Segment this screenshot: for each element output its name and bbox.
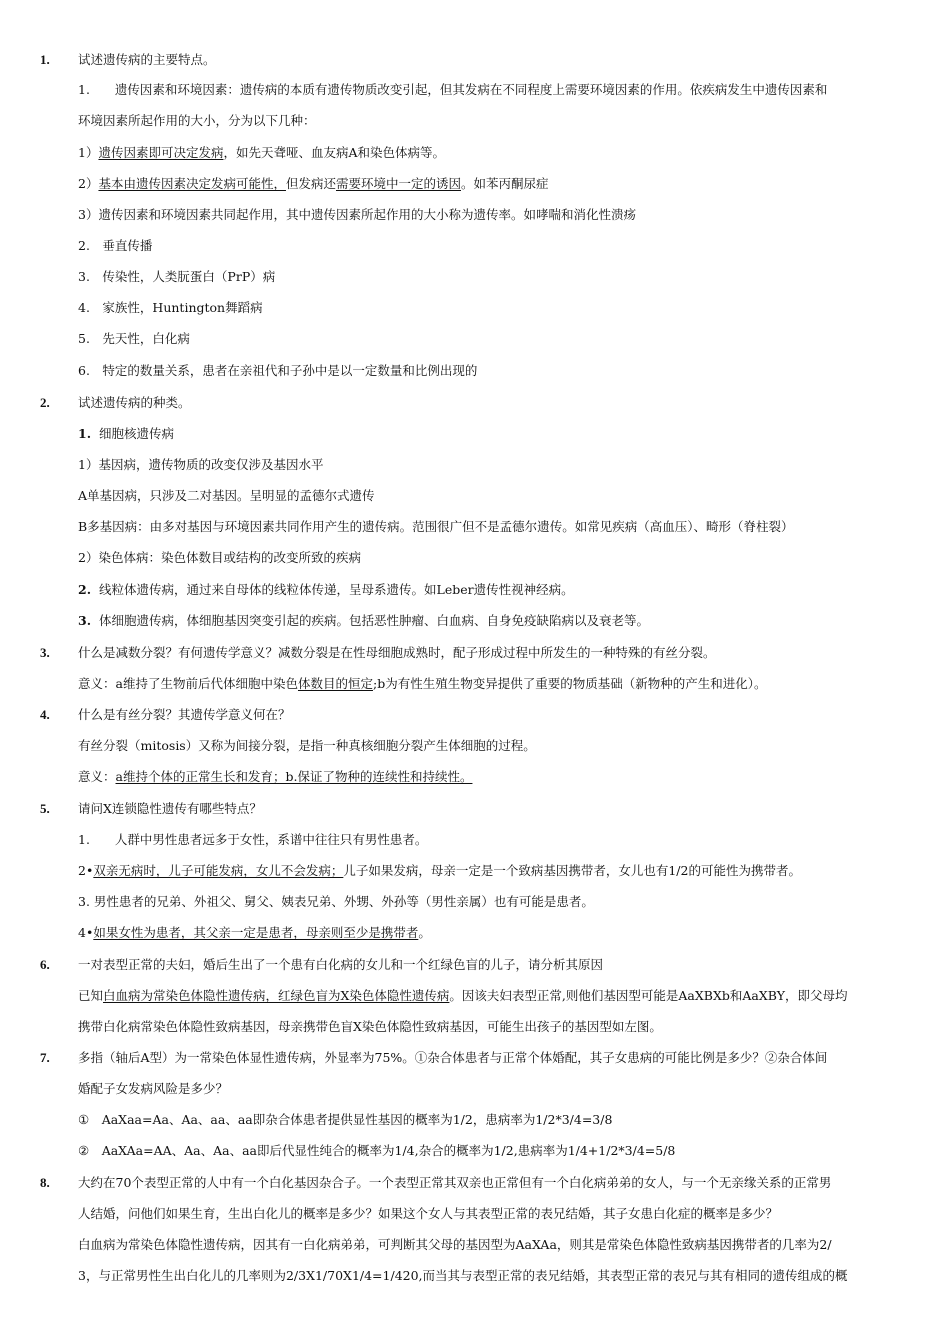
answer-line: 环境因素所起作用的大小，分为以下几种： [78,113,316,128]
answer-line: 意义：a维持个体的正常生长和发育；b.保证了物种的连续性和持续性。 [78,769,473,784]
answer-line: 白血病为常染色体隐性遗传病，因其有一白化病弟弟，可判断其父母的基因型为AaXAa，则其是常染色体隐性致病基因携带者的几率为2/ [78,1237,832,1252]
answer-line: ① AaXaa=Aa、Aa、aa、aa即杂合体患者提供显性基因的概率为1/2，患病率为1/2*3/4=3/8 [78,1112,613,1127]
question-number: 8. [40,1175,50,1190]
question-number: 5. [40,801,50,816]
question-title: 什么是减数分裂？有何遗传学意义？减数分裂是在性母细胞成熟时，配子形成过程中所发生的一种特殊的有丝分裂。 [78,645,716,660]
question-number: 2. [40,395,50,410]
answer-line: 2）染色体病：染色体数目或结构的改变所致的疾病 [78,550,361,565]
underlined-text: 双亲无病时，儿子可能发病，女儿不会发病； [93,863,344,878]
answer-line: 2. 线粒体遗传病，通过来自母体的线粒体传递，呈母系遗传。如Leber遗传性视神经病。 [78,582,574,597]
question-number: 6. [40,957,50,972]
underlined-text: 需要环境中一定的诱因 [335,176,461,191]
answer-line: 1）基因病，遗传物质的改变仅涉及基因水平 [78,457,324,472]
answer-line: 意义：a维持了生物前后代体细胞中染色体数目的恒定;b为有性生殖生物变异提供了重要的物质基础（新物种的产生和进化）。 [78,676,767,691]
answer-line: 3，与正常男性生出白化儿的几率则为2/3X1/70X1/4=1/420,而当其与表型正常的表兄结婚，其表型正常的表兄与其有相同的遗传组成的概 [78,1268,848,1283]
answer-line: 2. 垂直传播 [78,238,153,253]
answer-line: A单基因病，只涉及二对基因。呈明显的孟德尔式遗传 [78,488,375,503]
underlined-text: 如果女性为患者，其父亲一定是患者，母亲则至少是携带者 [93,925,419,940]
answer-line: 3）遗传因素和环境因素共同起作用，其中遗传因素所起作用的大小称为遗传率。如哮喘和消化性溃疡 [78,207,636,222]
answer-line: 携带白化病常染色体隐性致病基因，母亲携带色盲X染色体隐性致病基因，可能生出孩子的基因型如左图。 [78,1019,662,1034]
answer-line: 1. 遗传因素和环境因素：遗传病的本质有遗传物质改变引起，但其发病在不同程度上需要环境因素的作用。依疾病发生中遗传因素和 [78,82,828,97]
question-title: 婚配子女发病风险是多少？ [78,1081,229,1096]
answer-line: 已知白血病为常染色体隐性遗传病，红绿色盲为X染色体隐性遗传病。因该夫妇表型正常,则他们基因型可能是AaXBXb和AaXBY，即父母均 [78,988,848,1003]
answer-line: ② AaXAa=AA、Aa、Aa、aa即后代显性纯合的概率为1/4,杂合的概率为1/2,患病率为1/4+1/2*3/4=5/8 [78,1143,676,1158]
underlined-text: 基本由遗传因素决定发病可能性， [98,176,286,191]
question-number: 1. [40,52,50,67]
answer-line: 4•如果女性为患者，其父亲一定是患者，母亲则至少是携带者。 [78,925,431,940]
question-title: 请问X连锁隐性遗传有哪些特点？ [78,801,262,816]
answer-line: 1. 人群中男性患者远多于女性，系谱中往往只有男性患者。 [78,832,428,847]
underlined-text: a维持个体的正常生长和发育；b.保证了物种的连续性和持续性。 [115,769,473,784]
underlined-text: 体数目的恒定 [297,676,373,691]
underlined-text: 遗传因素即可决定发病 [98,145,224,160]
answer-line: 6. 特定的数量关系，患者在亲祖代和子孙中是以一定数量和比例出现的 [78,363,478,378]
question-number: 4. [40,707,50,722]
answer-line: 5. 先天性，白化病 [78,331,190,346]
question-title: 多指（轴后A型）为一常染色体显性遗传病，外显率为75%。①杂合体患者与正常个体婚配，其子女患病的可能比例是多少？②杂合体间 [78,1050,828,1065]
question-title: 大约在70个表型正常的人中有一个白化基因杂合子。一个表型正常其双亲也正常但有一个白化病弟弟的女人，与一个无亲缘关系的正常男 [78,1175,832,1190]
answer-line: 3. 男性患者的兄弟、外祖父、舅父、姨表兄弟、外甥、外孙等（男性亲属）也有可能是患者。 [78,894,594,909]
question-number: 7. [40,1050,50,1065]
question-number: 3. [40,645,50,660]
answer-line: 3. 传染性，人类朊蛋白（PrP）病 [78,269,276,284]
underlined-text: 白血病为常染色体隐性遗传病，红绿色盲为X染色体隐性遗传病 [103,988,450,1003]
question-title: 什么是有丝分裂？其遗传学意义何在？ [78,707,291,722]
answer-line: 1. 细胞核遗传病 [78,426,175,441]
answer-line: 1）遗传因素即可决定发病，如先天聋哑、血友病A和染色体病等。 [78,145,445,160]
question-title: 人结婚，问他们如果生育，生出白化儿的概率是多少？如果这个女人与其表型正常的表兄结婚，其子女患白化症的概率是多少？ [78,1206,779,1221]
question-title: 一对表型正常的夫妇，婚后生出了一个患有白化病的女儿和一个红绿色盲的儿子，请分析其原因 [78,957,604,972]
question-title: 试述遗传病的种类。 [78,395,191,410]
answer-line: 2•双亲无病时，儿子可能发病，女儿不会发病；儿子如果发病，母亲一定是一个致病基因携带者，女儿也有1/2的可能性为携带者。 [78,863,801,878]
answer-line: 3. 体细胞遗传病，体细胞基因突变引起的疾病。包括恶性肿瘤、白血病、自身免疫缺陷病以及衰老等。 [78,613,650,628]
answer-line: 有丝分裂（mitosis）又称为间接分裂，是指一种真核细胞分裂产生体细胞的过程。 [78,738,536,753]
answer-line: 4. 家族性，Huntington舞蹈病 [78,300,263,315]
answer-line: B多基因病：由多对基因与环境因素共同作用产生的遗传病。范围很广但不是孟德尔遗传。如常见疾病（高血压）、畸形（脊柱裂） [78,519,794,534]
answer-line: 2）基本由遗传因素决定发病可能性，但发病还需要环境中一定的诱因。如苯丙酮尿症 [78,176,549,191]
question-title: 试述遗传病的主要特点。 [78,52,216,67]
